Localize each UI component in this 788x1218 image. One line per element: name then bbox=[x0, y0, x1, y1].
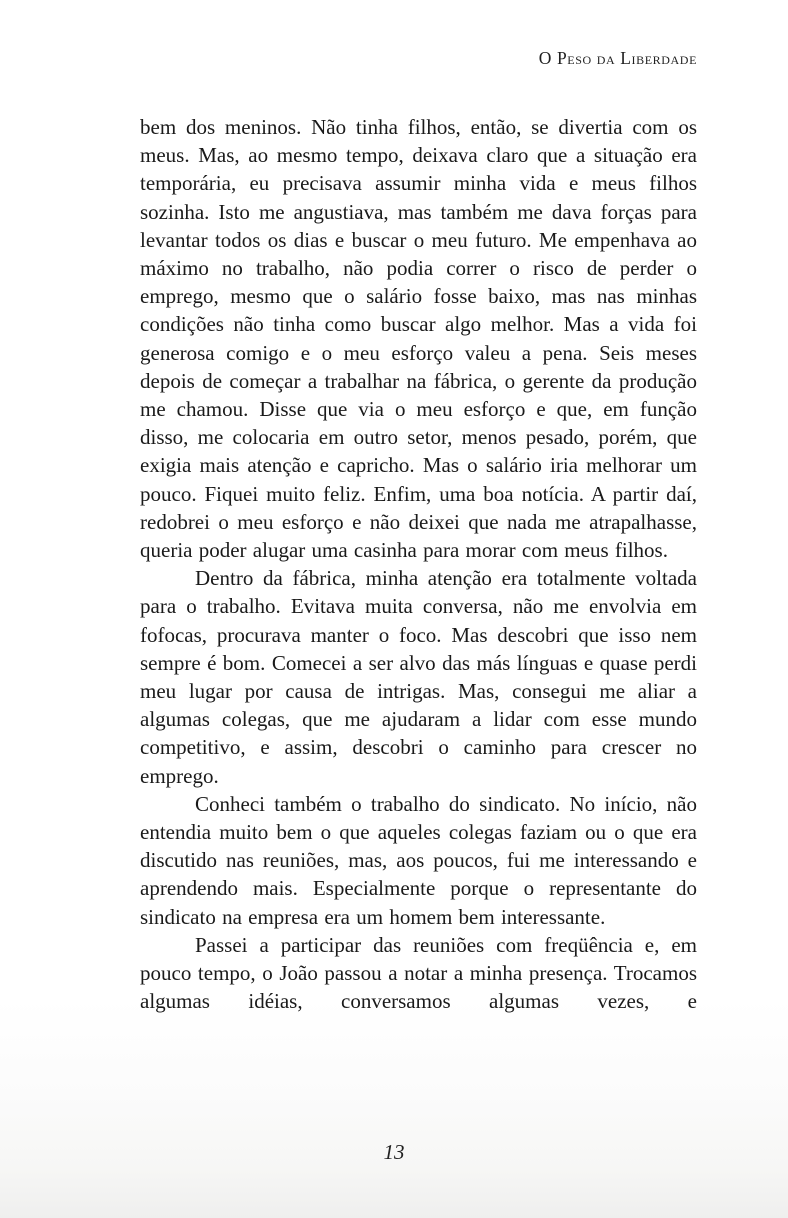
body-paragraph: Passei a participar das reuniões com freqüência e, em pouco tempo, o João passou a notar a minha presença. Trocamos algumas idéias, conversamos algumas vezes, e bbox=[140, 932, 697, 1014]
page-number: 13 bbox=[383, 1140, 405, 1164]
body-paragraph: Dentro da fábrica, minha atenção era totalmente voltada para o trabalho. Evitava muita conversa, não me envolvia em fofocas, procurava manter o foco. Mas descobri que isso nem sempre é bom. Comecei a ser alvo das más línguas e quase perdi meu lugar por causa de intrigas. Mas, consegui me aliar a algumas colegas, que me ajudaram a lidar com esse mundo competitivo, e assim, descobri o caminho para crescer no emprego. bbox=[140, 566, 697, 788]
body-text bbox=[140, 113, 697, 1016]
running-header: O Peso da Liberdade bbox=[538, 48, 697, 68]
body-paragraph: Conheci também o trabalho do sindicato. No início, não entendia muito bem o que aqueles colegas faziam ou o que era discutido nas reuniões, mas, aos poucos, fui me interessando e aprendendo mais. Especialmente porque o representante do sindicato na empresa era um homem bem interessante. bbox=[140, 791, 697, 929]
body-paragraph: bem dos meninos. Não tinha filhos, então, se divertia com os meus. Mas, ao mesmo tempo, deixava claro que a situação era temporária, eu precisava assumir minha vida e meus filhos sozinha. Isto me angustiava, mas também me dava forças para levantar todos os dias e buscar o meu futuro. Me empenhava ao máximo no trabalho, não podia correr o risco de perder o emprego, mesmo que o salário fosse baixo, mas nas minhas condições não tinha como buscar algo melhor. Mas a vida foi generosa comigo e o meu esforço valeu a pena. Seis meses depois de começar a trabalhar na fábrica, o gerente da produção me chamou. Disse que via o meu esforço e que, em função disso, me colocaria em outro setor, menos pesado, porém, que exigia mais atenção e capricho. Mas o salário iria melhorar um pouco. Fiquei muito feliz. Enfim, uma boa notícia. A partir daí, redobrei o meu esforço e não deixei que nada me atrapalhasse, queria poder alugar uma casinha para morar com meus filhos. bbox=[140, 115, 697, 563]
